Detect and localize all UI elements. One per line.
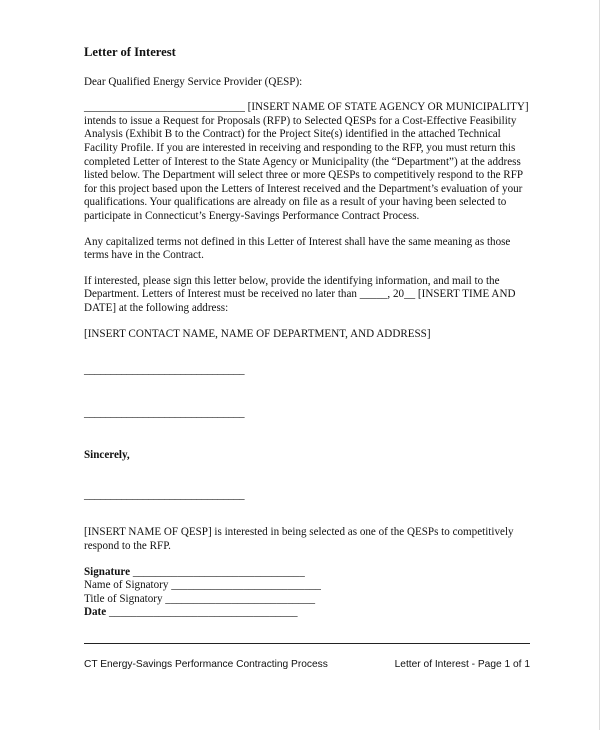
footer-divider: [84, 643, 530, 644]
date-field: [84, 606, 530, 620]
signatory-title-field: [84, 593, 530, 607]
terms-paragraph: Any capitalized terms not defined in this Letter of Interest shall have the same meaning as those terms have in the Contract.: [84, 235, 511, 262]
closing: Sincerely,: [84, 449, 130, 462]
footer-left-text: CT Energy-Savings Performance Contracting Process: [84, 659, 328, 670]
date-line: __________________________________: [108, 606, 298, 619]
interest-statement: [INSERT NAME OF QESP] is interested in being selected as one of the QESPs to competitively respond to the RFP.: [84, 526, 514, 553]
page-footer: [84, 659, 530, 670]
document-title: Letter of Interest: [84, 45, 176, 59]
footer-page-label: Letter of Interest - Page 1 of 1: [394, 659, 530, 670]
signature-block: [84, 566, 530, 620]
signature-field: [84, 566, 530, 580]
signatory-name-label: Name of Signatory: [84, 579, 169, 592]
signatory-title-line: ___________________________: [165, 592, 316, 605]
intro-paragraph: _____________________________ [INSERT NAME OF STATE AGENCY OR MUNICIPALITY] intends to issue a Request for Proposals (RFP) to Selected QESPs for a Cost-Effective Feasibility Analysis (Exhibit B to the Contract) for the Project Site(s) identified in the attached Technical Facility Profile. If you are interested in receiving and responding to the RFP, you must return this completed Letter of Interest to the State Agency or Municipality (the “Department”) at the address listed below. The Department will select three or more QESPs to competitively respond to the RFP for this project based upon the Letters of Interest received and the Department’s evaluation of your qualifications. Your qualifications are already on file as a result of your having been selected to participate in Connecticut’s Energy-Savings Performance Contract Process.: [84, 101, 529, 222]
signatory-title-label: Title of Signatory: [84, 592, 163, 605]
instructions-paragraph: If interested, please sign this letter below, provide the identifying information, and mail to the Department. Letters of Interest must be received no later than _____, 20__ [INSERT TIME AND DATE] at the following address:: [84, 274, 516, 314]
signature-label: Signature: [84, 565, 131, 578]
letter-content: [84, 46, 530, 620]
date-label: Date: [84, 606, 107, 619]
greeting: Dear Qualified Energy Service Provider (QESP):: [84, 75, 303, 88]
contact-placeholder: [INSERT CONTACT NAME, NAME OF DEPARTMENT, AND ADDRESS]: [84, 327, 431, 340]
signatory-name-line: ___________________________: [171, 579, 321, 592]
blank-line: ______________________________: [84, 364, 245, 377]
signatory-name-field: [84, 579, 530, 593]
blank-line: ______________________________: [84, 406, 245, 419]
signature-blank-line: ______________________________: [84, 488, 245, 501]
signature-line: _______________________________: [132, 565, 305, 578]
